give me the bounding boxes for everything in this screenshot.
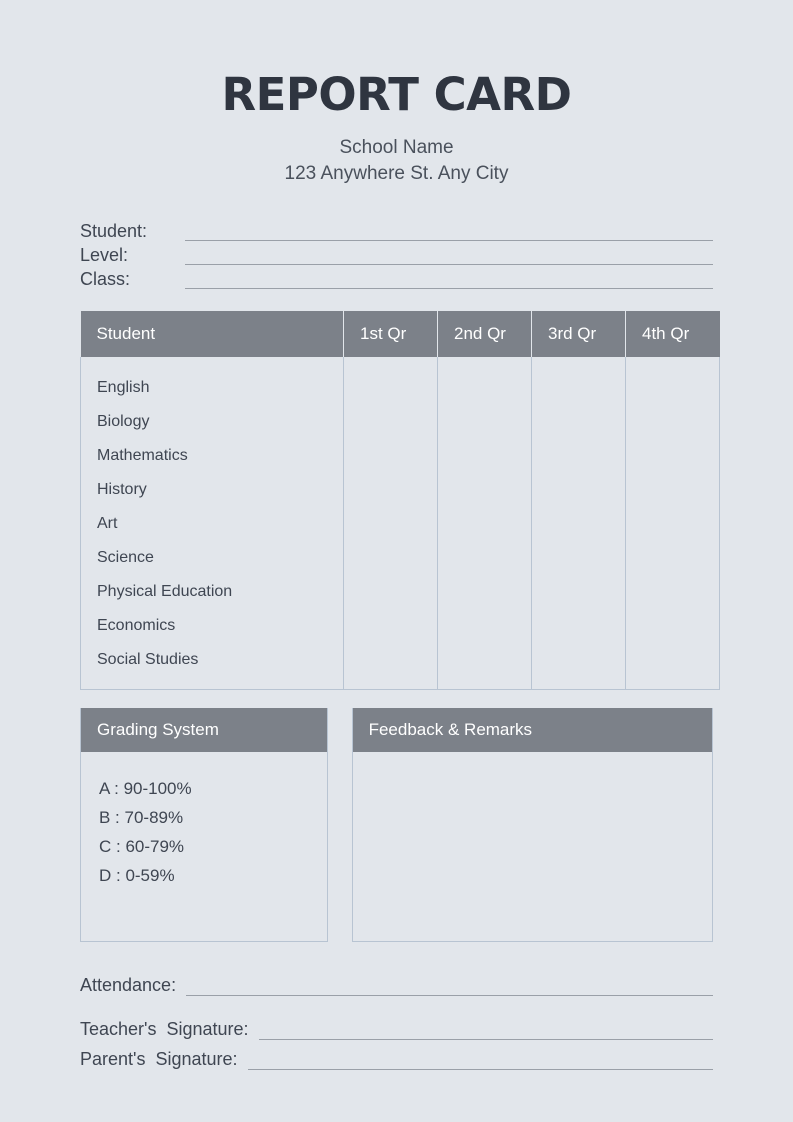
grade-cell-q4[interactable] — [626, 473, 720, 507]
grades-table — [80, 311, 720, 690]
grade-cell-q4[interactable] — [626, 609, 720, 643]
attendance-label: Attendance: — [80, 975, 177, 995]
grade-cell-q4[interactable] — [626, 507, 720, 541]
grade-cell-q3[interactable] — [532, 405, 626, 439]
grade-cell-q2[interactable] — [438, 405, 532, 439]
subject-cell: Physical Education — [81, 575, 344, 609]
grade-cell-q2[interactable] — [438, 575, 532, 609]
level-label: Level: — [80, 245, 129, 265]
level-input[interactable] — [185, 246, 713, 265]
grade-cell-q2[interactable] — [438, 371, 532, 405]
feedback-panel — [352, 708, 713, 942]
feedback-title: Feedback & Remarks — [353, 708, 712, 752]
grade-cell-q3[interactable] — [532, 507, 626, 541]
column-header-q3: 3rd Qr — [532, 311, 626, 357]
table-row — [81, 643, 720, 677]
grade-cell-q4[interactable] — [626, 575, 720, 609]
subject-cell: Economics — [81, 609, 344, 643]
grade-cell-q3[interactable] — [532, 439, 626, 473]
grading-scale-item: D : 0-59% — [99, 866, 175, 885]
table-row — [81, 473, 720, 507]
subject-cell: Science — [81, 541, 344, 575]
subject-cell: Art — [81, 507, 344, 541]
parent-signature-label: Parent's Signature: — [80, 1049, 238, 1069]
grade-cell-q1[interactable] — [344, 371, 438, 405]
table-row — [81, 609, 720, 643]
class-label: Class: — [80, 269, 131, 289]
grade-cell-q1[interactable] — [344, 541, 438, 575]
grade-cell-q4[interactable] — [626, 371, 720, 405]
grade-cell-q2[interactable] — [438, 609, 532, 643]
grade-cell-q1[interactable] — [344, 405, 438, 439]
grade-cell-q4[interactable] — [626, 541, 720, 575]
teacher-signature-label: Teacher's Signature: — [80, 1019, 249, 1039]
school-info — [80, 135, 713, 187]
grade-cell-q1[interactable] — [344, 609, 438, 643]
parent-signature-input[interactable] — [248, 1053, 713, 1070]
attendance-row — [80, 974, 713, 996]
student-label: Student: — [80, 221, 148, 241]
feedback-input[interactable] — [353, 752, 712, 942]
attendance-input[interactable] — [186, 979, 713, 996]
table-spacer — [81, 677, 720, 690]
grade-cell-q2[interactable] — [438, 439, 532, 473]
table-row — [81, 541, 720, 575]
column-header-q4: 4th Qr — [626, 311, 720, 357]
student-name-row — [80, 217, 713, 241]
table-spacer — [81, 357, 720, 371]
footer-section — [80, 974, 713, 1070]
table-row — [81, 405, 720, 439]
column-header-subject: Student — [81, 311, 344, 357]
grade-cell-q3[interactable] — [532, 541, 626, 575]
grade-cell-q4[interactable] — [626, 405, 720, 439]
school-address: 123 Anywhere St. Any City — [284, 163, 509, 184]
grade-cell-q2[interactable] — [438, 541, 532, 575]
student-input[interactable] — [185, 222, 713, 241]
grade-cell-q1[interactable] — [344, 643, 438, 677]
grading-system-panel — [80, 708, 328, 942]
grade-cell-q3[interactable] — [532, 371, 626, 405]
subject-cell: Mathematics — [81, 439, 344, 473]
school-name: School Name — [339, 137, 454, 158]
grade-cell-q2[interactable] — [438, 473, 532, 507]
class-input[interactable] — [185, 270, 713, 289]
grade-cell-q3[interactable] — [532, 473, 626, 507]
subject-cell: History — [81, 473, 344, 507]
grading-scale-item: A : 90-100% — [99, 779, 192, 798]
grade-cell-q3[interactable] — [532, 643, 626, 677]
table-row — [81, 507, 720, 541]
grade-cell-q2[interactable] — [438, 507, 532, 541]
grade-cell-q2[interactable] — [438, 643, 532, 677]
teacher-signature-row — [80, 1018, 713, 1040]
grade-cell-q1[interactable] — [344, 439, 438, 473]
grading-system-title: Grading System — [81, 708, 327, 752]
grading-scale-list — [81, 752, 327, 890]
table-row — [81, 439, 720, 473]
subject-cell: Social Studies — [81, 643, 344, 677]
grade-cell-q3[interactable] — [532, 575, 626, 609]
level-row — [80, 241, 713, 265]
teacher-signature-input[interactable] — [259, 1023, 713, 1040]
grade-cell-q1[interactable] — [344, 575, 438, 609]
grade-cell-q1[interactable] — [344, 473, 438, 507]
column-header-q1: 1st Qr — [344, 311, 438, 357]
grade-cell-q4[interactable] — [626, 643, 720, 677]
table-row — [81, 575, 720, 609]
subject-cell: English — [81, 371, 344, 405]
panels-section — [80, 708, 713, 942]
grading-scale-item: C : 60-79% — [99, 837, 185, 856]
parent-signature-row — [80, 1048, 713, 1070]
class-row — [80, 265, 713, 289]
table-row — [81, 371, 720, 405]
student-info-block — [80, 217, 713, 289]
page-title: REPORT CARD — [221, 68, 572, 121]
grading-scale-item: B : 70-89% — [99, 808, 184, 827]
grade-cell-q4[interactable] — [626, 439, 720, 473]
column-header-q2: 2nd Qr — [438, 311, 532, 357]
subject-cell: Biology — [81, 405, 344, 439]
grade-cell-q1[interactable] — [344, 507, 438, 541]
grade-cell-q3[interactable] — [532, 609, 626, 643]
grades-table-header-row — [81, 311, 720, 357]
